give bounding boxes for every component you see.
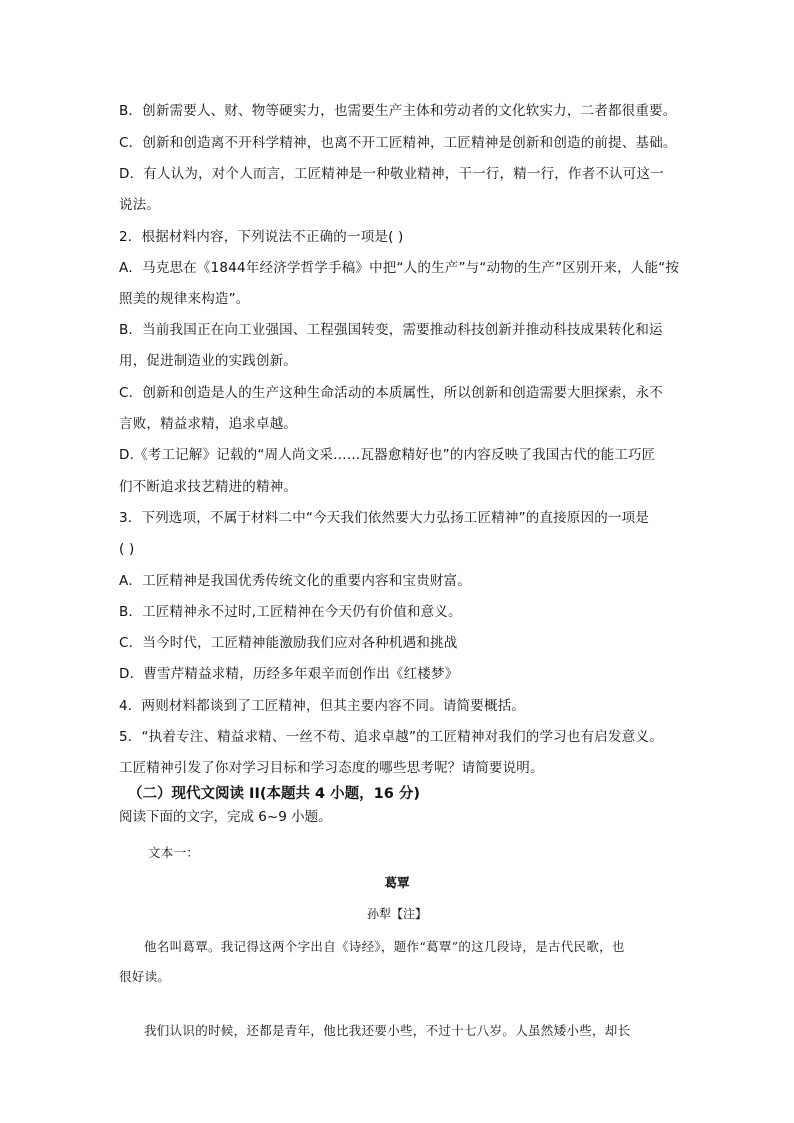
paragraph-1-line2: 很好读。	[119, 969, 171, 984]
text-label: 文本一：	[148, 845, 200, 860]
q3-option-a: A．工匠精神是我国优秀传统文化的重要内容和宝贵财富。	[119, 573, 471, 589]
q4: 4．两则材料都谈到了工匠精神，但其主要内容不同。请简要概括。	[119, 698, 526, 714]
q3-stem-line2: ( )	[119, 541, 135, 557]
q1-option-d-line1: D．有人认为，对个人而言，工匠精神是一种敬业精神，干一行，精一行，作者不认可这一	[119, 166, 664, 182]
q3-stem-line1: 3．下列选项，不属于材料二中“今天我们依然要大力弘扬工匠精神”的直接原因的一项是	[119, 510, 650, 526]
paragraph-2-line1: 我们认识的时候，还都是青年，他比我还要小些，不过十七八岁。人虽然矮小些，却长	[144, 1023, 631, 1038]
q2-option-c-line1: C．创新和创造是人的生产这种生命活动的本质属性，所以创新和创造需要大胆探索，永不	[119, 385, 663, 401]
q2-option-d-line1: D.《考工记解》记载的“周人尚文采……瓦器愈精好也”的内容反映了我国古代的能工巧匠	[119, 447, 656, 463]
q2-option-d-line2: 们不断追求技艺精进的精神。	[119, 479, 298, 495]
q2-option-b-line2: 用，促进制造业的实践创新。	[119, 353, 298, 369]
q1-option-b: B．创新需要人、财、物等硬实力，也需要生产主体和劳动者的文化软实力，二者都很重要。	[119, 103, 677, 119]
paragraph-1-line1: 他名叫葛覃。我记得这两个字出自《诗经》，题作“葛覃”的这几段诗，是古代民歌，也	[144, 939, 625, 954]
section-instruction: 阅读下面的文字，完成 6~9 小题。	[119, 809, 332, 825]
section-heading: （二）现代文阅读 II(本题共 4 小题，16 分)	[128, 786, 421, 802]
q2-option-a-line2: 照美的规律来构造”。	[119, 291, 250, 307]
q3-option-b: B．工匠精神永不过时,工匠精神在今天仍有价值和意义。	[119, 604, 462, 620]
q2-option-c-line2: 言败，精益求精，追求卓越。	[119, 416, 298, 432]
article-title: 葛覃	[384, 875, 410, 890]
q5-line1: 5．“执着专注、精益求精、一丝不苟、追求卓越”的工匠精神对我们的学习也有启发意义。	[119, 729, 663, 745]
q1-option-d-line2: 说法。	[119, 197, 161, 213]
q2-option-b-line1: B．当前我国正在向工业强国、工程强国转变，需要推动科技创新并推动科技成果转化和运	[119, 322, 663, 338]
q1-option-c: C．创新和创造离不开科学精神，也离不开工匠精神，工匠精神是创新和创造的前提、基础。	[119, 135, 677, 151]
q3-option-d: D．曹雪芹精益求精，历经多年艰辛而创作出《红楼梦》	[119, 666, 459, 682]
q3-option-c: C．当今时代，工匠精神能激励我们应对各种机遇和挑战	[119, 635, 458, 651]
q2-stem: 2．根据材料内容，下列说法不正确的一项是( )	[119, 229, 404, 245]
q5-line2: 工匠精神引发了你对学习目标和学习态度的哪些思考呢？请简要说明。	[119, 760, 544, 776]
q2-option-a-line1: A．马克思在《1844年经济学哲学手稿》中把“人的生产”与“动物的生产”区别开来，人能“按	[119, 260, 680, 276]
article-author: 孙犁【注】	[366, 907, 427, 921]
